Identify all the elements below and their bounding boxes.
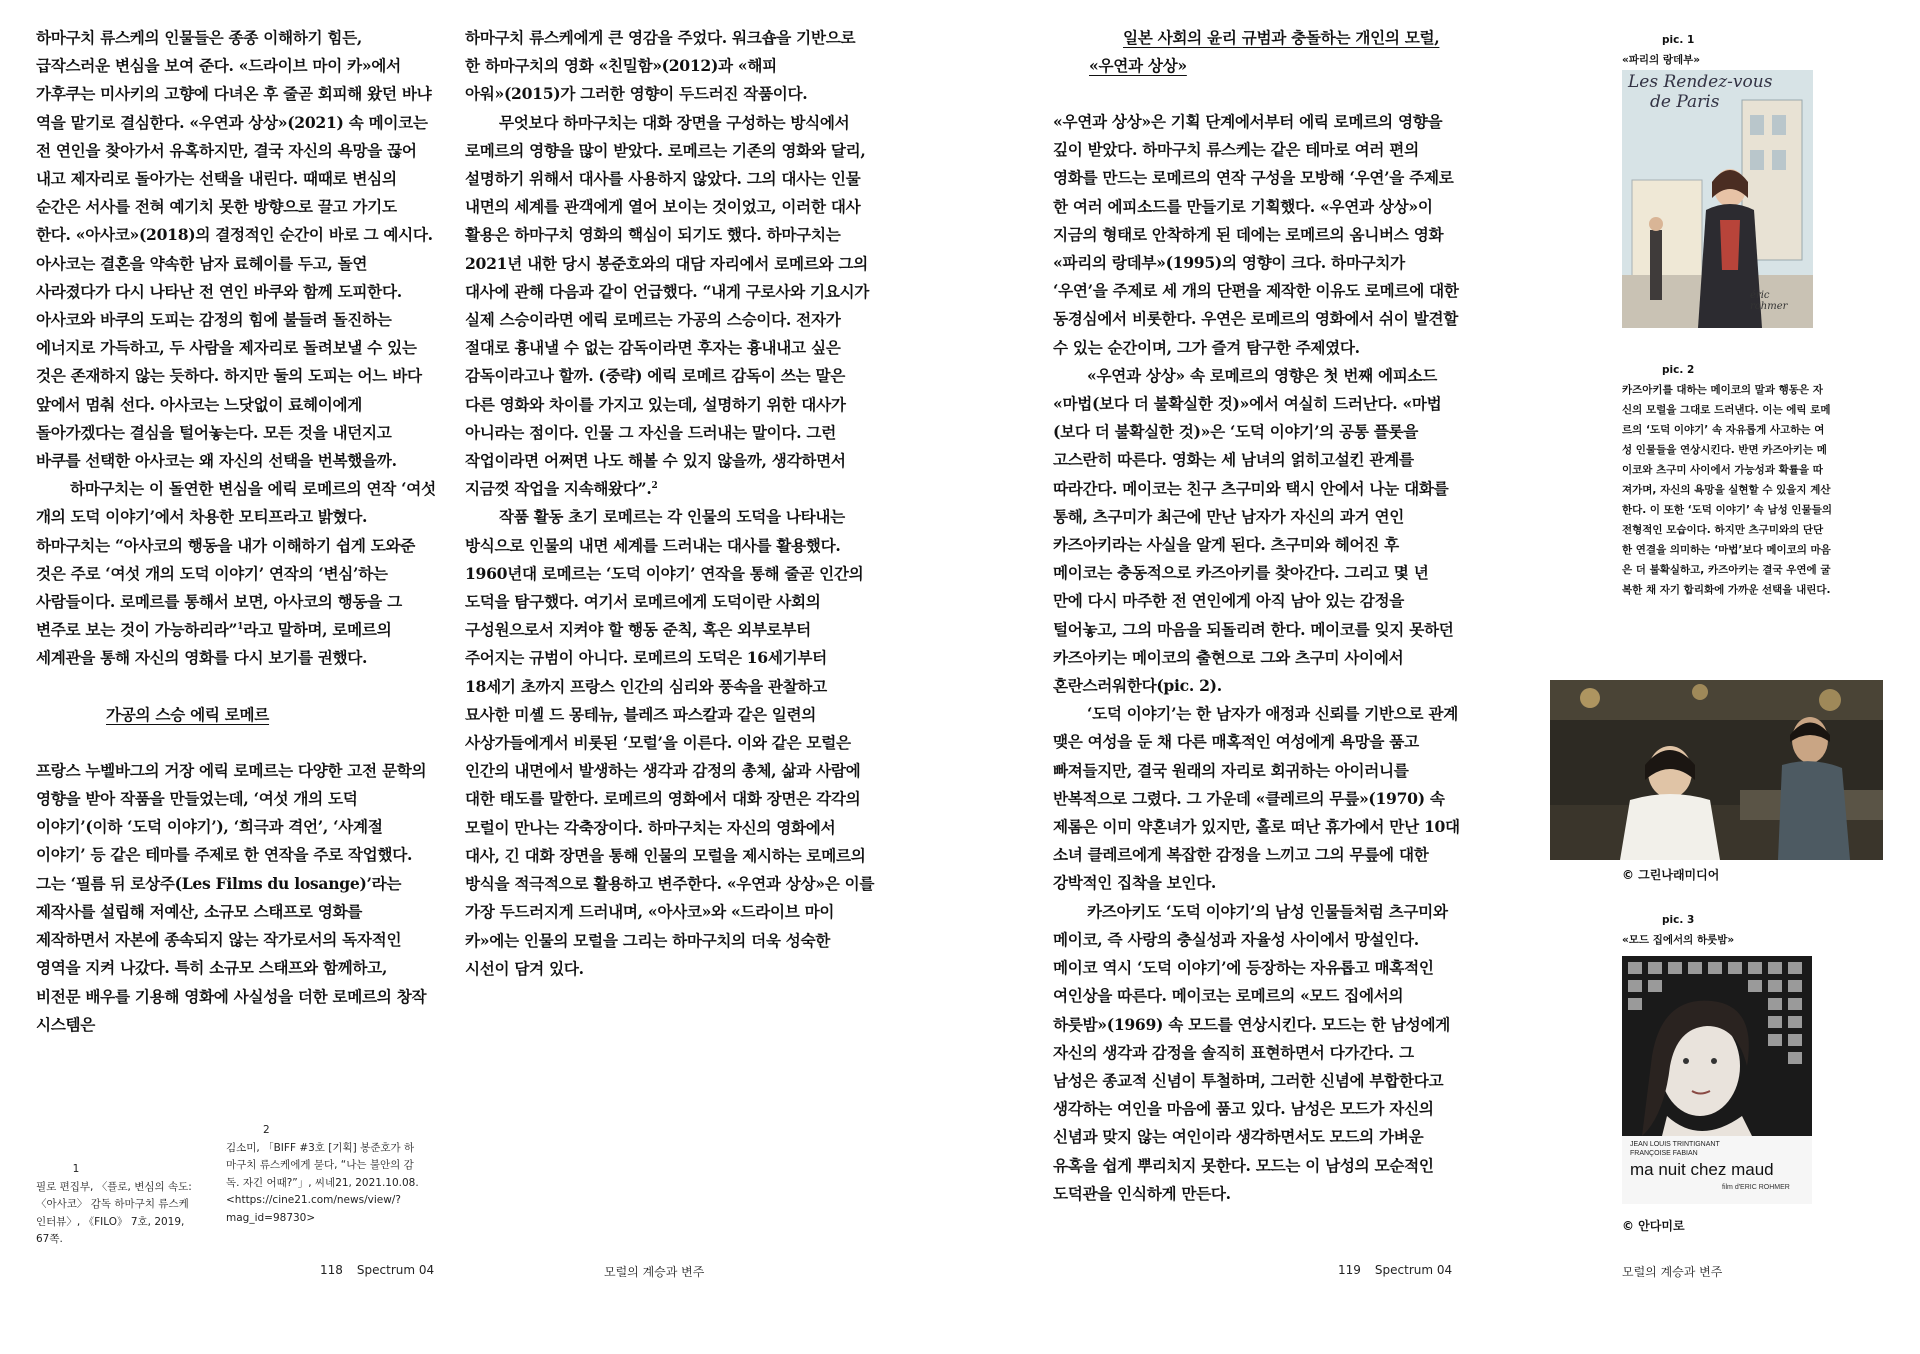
left-page-folio: [320, 1263, 434, 1277]
poster-title-line: de Paris: [1650, 92, 1720, 112]
pic-title: «파리의 랑데부»: [1622, 54, 1701, 66]
poster-cast: [1630, 1140, 1720, 1158]
footnote-ref: 2: [651, 481, 658, 492]
footnote-ref: 1: [237, 622, 244, 633]
poster-title: [1628, 72, 1772, 112]
poster-title-line: Les Rendez-vous: [1628, 72, 1773, 92]
body-paragraph: 프랑스 누벨바그의 거장 에릭 로메르는 다양한 고전 문학의 영향을 받아 작품을 만들었는데, ‘여섯 개의 도덕 이야기’(이하 ‘도덕 이야기’), ‘희극과 격언’, ‘사계절 이야기’ 등 같은 테마를 주제로 한 연작을 주로 작업했다. 그는 ‘필름 뒤 로상주(Les Films du losange)’라는 제작사를 설립해 저예산, 소규모 스태프로 영화를 제작하면서 자본에 종속되지 않는 작가로서의 독자적인 영역을 지켜 나갔다. 특히 소규모 스태프와 함께하고, 비전문 배우를 기용해 영화에 사실성을 더한 로메르의 창작 시스템은: [36, 760, 427, 1034]
body-paragraph: ‘도덕 이야기’는 한 남자가 애정과 신뢰를 기반으로 관계 맺은 여성을 둔 채 다른 매혹적인 여성에게 욕망을 품고 빠져들지만, 결국 원래의 자리로 회귀하는 아이러니를 반복적으로 그렸다. 그 가운데 «클레르의 무릎»(1970) 속 제롬은 이미 약혼녀가 있지만, 홀로 떠난 휴가에서 만난 10대 소녀 클레르에게 복잡한 감정을 느끼고 그의 무릎에 대한 강박적인 집착을 보인다.: [1053, 704, 1460, 893]
magazine-name: Spectrum 04: [356, 1263, 435, 1277]
body-paragraph: 하마구치 류스케에게 큰 영감을 주었다. 워크숍을 기반으로 한 하마구치의 영화 «친밀함»(2012)과 «해피 아워»(2015)가 그러한 영향이 두드러진 작품이다.: [465, 28, 856, 104]
left-page-running-title: 모럴의 계승과 변주: [604, 1265, 705, 1279]
footnote-text: 김소미, 「BIFF #3호 [기획] 봉준호가 하마구치 류스케에게 묻다, “나는 불안의 감독. 자긴 어때?”」, 씨네21, 2021.10.08. <https://cine21.com/news/view/?mag_id=98730>: [226, 1141, 419, 1224]
body-paragraph: [36, 475, 436, 672]
footnote-text: 필로 편집부, 〈플로, 변심의 속도: 〈아사코〉 감독 하마구치 류스케 인터뷰〉, 《FILO》 7호, 2019, 67쪽.: [36, 1180, 192, 1245]
page-number: 119: [1338, 1263, 1361, 1277]
pic2-credit: © 그린나래미디어: [1622, 868, 1720, 882]
left-page-column-1: [36, 24, 436, 1039]
right-page-column: [1053, 24, 1461, 1208]
film-still-photo: [1550, 680, 1883, 860]
pic1-caption: [1622, 30, 1822, 70]
body-text: 무엇보다 하마구치는 대화 장면을 구성하는 방식에서 로메르의 영향을 많이 받았다. 로메르는 기존의 영화와 달리, 설명하기 위해서 대사를 사용하지 않았다. 그의 대사는 인물 내면의 세계를 관객에게 열어 보이는 것이었고, 이러한 대사 활용은 하마구치 영화의 핵심이 되기도 했다. 하마구치는 2021년 내한 당시 봉준호와의 대담 자리에서 로메르와 그의 대사에 관해 다음과 같이 언급했다. “내게 구로사와 기요시가 실제 스승이라면 에릭 로메르는 가공의 스승이다. 전자가 절대로 흉내낼 수 없는 감독이라면 후자는 흉내내고 싶은 감독이라고나 할까. (중략) 에릭 로메르 감독이 쓰는 말은 다른 영화와 차이를 가지고 있는데, 설명하기 위한 대사가 아니라는 점이다. 인물 그 자신을 드러내는 말이다. 그런 작업이라면 어쩌면 나도 해볼 수 있지 않을까, 생각하면서 지금껏 작업을 지속해왔다”.: [465, 112, 870, 499]
body-paragraph: 작품 활동 초기 로메르는 각 인물의 도덕을 나타내는 방식으로 인물의 내면 세계를 드러내는 대사를 활용했다. 1960년대 로메르는 ‘도덕 이야기’ 연작을 통해 줄곧 인간의 도덕을 탐구했다. 여기서 로메르에게 도덕이란 사회의 구성원으로서 지켜야 할 행동 준칙, 혹은 외부로부터 주어지는 규범이 아니다. 로메르의 도덕은 16세기부터 18세기 초까지 프랑스 인간의 심리와 풍속을 관찰하고 묘사한 미셸 드 몽테뉴, 블레즈 파스칼과 같은 일련의 사상가들에게서 비롯된 ‘모럴’을 이른다. 이와 같은 모럴은 인간의 내면에서 발생하는 생각과 감정의 총체, 삶과 사람에 대한 태도를 말한다. 로메르의 영화에서 대화 장면은 각각의 모럴이 만나는 각축장이다. 하마구치는 자신의 영화에서 대사, 긴 대화 장면을 통해 인물의 모럴을 제시하는 로메르의 방식을 적극적으로 활용하고 변주한다. «우연과 상상»은 이를 가장 두드러지게 드러내며, «아사코»와 «드라이브 마이 카»에는 인물의 모럴을 그리는 하마구치의 더욱 성숙한 시선이 담겨 있다.: [465, 507, 875, 978]
poster-title: ma nuit chez maud: [1630, 1160, 1774, 1179]
poster-signature: éric rohmer: [1750, 290, 1788, 312]
pic-number: pic. 2: [1662, 364, 1695, 376]
left-page-column-2: [465, 24, 875, 983]
poster-director: film d'ERIC ROHMER: [1722, 1184, 1790, 1191]
body-paragraph: [465, 109, 875, 504]
body-paragraph: 카즈아키도 ‘도덕 이야기’의 남성 인물들처럼 츠구미와 메이코, 즉 사랑의 충실성과 자율성 사이에서 망설인다. 메이코 역시 ‘도덕 이야기’에 등장하는 자유롭고 매혹적인 여인상을 따른다. 메이코는 로메르의 «모드 집에서의 하룻밤»(1969) 속 모드를 연상시킨다. 모드는 한 남성에게 자신의 생각과 감정을 솔직히 표현하면서 다가간다. 그 남성은 종교적 신념이 투철하며, 그러한 신념에 부합한다고 생각하는 여인을 마음에 품고 있다. 남성은 모드가 자신의 신념과 맞지 않는 여인이라 생각하면서도 모드의 가벼운 유혹을 쉽게 뿌리치지 못한다. 모드는 이 남성의 모순적인 도덕관을 인식하게 만든다.: [1053, 901, 1450, 1203]
body-text: 라고 말하며, 로메르의 세계관을 통해 자신의 영화를 다시 보기를 권했다.: [36, 620, 392, 668]
footnote-number: 1: [72, 1163, 80, 1175]
pic-caption-text: 카즈아키를 대하는 메이코의 말과 행동은 자신의 모럴을 그대로 드러낸다. 이는 에릭 로메르의 ‘도덕 이야기’ 속 자유롭게 사고하는 여성 인물들을 연상시킨다. 반면 카즈아키는 메이코와 츠구미 사이에서 가능성과 확률을 따져가며, 자신의 욕망을 실현할 수 있을지 계산한다. 이 또한 ‘도덕 이야기’ 속 남성 인물들의 전형적인 모습이다. 하지만 츠구미와의 단단한 연결을 의미하는 ‘마법’보다 메이코의 마음은 더 불확실하고, 카즈아키는 결국 우연에 굴복한 채 자기 합리화에 가까운 선택을 내린다.: [1622, 384, 1832, 596]
body-paragraph: «우연과 상상»은 기획 단계에서부터 에릭 로메르의 영향을 깊이 받았다. 하마구치 류스케는 같은 테마로 여러 편의 영화를 만드는 로메르의 연작 구성을 모방해 ‘우연’을 주제로 한 여러 에피소드를 만들기로 기획했다. «우연과 상상»이 지금의 형태로 안착하게 된 데에는 로메르의 옴니버스 영화 «파리의 랑데부»(1995)의 영향이 크다. 하마구치가 ‘우연’을 주제로 세 개의 단편을 제작한 이유도 로메르에 대한 동경심에서 비롯한다. 우연은 로메르의 영화에서 쉬이 발견할 수 있는 순간이며, 그가 즐겨 탐구한 주제였다.: [1053, 112, 1459, 357]
section-heading: 일본 사회의 윤리 규범과 충돌하는 개인의 모럴, «우연과 상상»: [1089, 28, 1440, 75]
poster-cast-line: JEAN LOUIS TRINTIGNANT: [1630, 1141, 1720, 1148]
pic-title: «모드 집에서의 하룻밤»: [1622, 934, 1735, 946]
poster-cast-line: FRANÇOISE FABIAN: [1630, 1150, 1698, 1157]
film-still-illustration: [1550, 680, 1883, 860]
pic3-credit: © 안다미로: [1622, 1219, 1685, 1233]
section-heading: 가공의 스승 에릭 로메르: [106, 704, 270, 724]
pic2-caption: [1622, 360, 1832, 600]
page-number: 118: [320, 1263, 343, 1277]
magazine-name: Spectrum 04: [1374, 1263, 1453, 1277]
pic3-caption: [1622, 910, 1822, 950]
footnote-1: [36, 1161, 196, 1249]
body-text: 하마구치는 이 돌연한 변심을 에릭 로메르의 연작 ‘여섯 개의 도덕 이야기’에서 차용한 모티프라고 밝혔다. 하마구치는 “아사코의 행동을 내가 이해하기 쉽게 도와준 것은 주로 ‘여섯 개의 도덕 이야기’ 연작의 ‘변심’하는 사람들이다. 로메르를 통해서 보면, 아사코의 행동을 그 변주로 보는 것이 가능하리라”: [36, 479, 436, 640]
body-paragraph: «우연과 상상» 속 로메르의 영향은 첫 번째 에피소드 «마법(보다 더 불확실한 것)»에서 여실히 드러난다. «마법(보다 더 불확실한 것)»은 ‘도덕 이야기’의 공통 플롯을 고스란히 따른다. 영화는 세 남녀의 얽히고설킨 관계를 따라간다. 메이코는 친구 츠구미와 택시 안에서 나눈 대화를 통해, 츠구미가 최근에 만난 남자가 자신의 과거 연인 카즈아키라는 사실을 알게 된다. 츠구미와 헤어진 후 메이코는 충동적으로 카즈아키를 찾아간다. 그리고 몇 년 만에 다시 마주한 전 연인에게 아직 남아 있는 감정을 털어놓고, 그의 마음을 되돌리려 한다. 메이코를 잊지 못하던 카즈아키는 메이코의 출현으로 그와 츠구미 사이에서 혼란스러워한다(pic. 2).: [1053, 365, 1454, 696]
footnote-number: 2: [263, 1124, 270, 1136]
poster-ma-nuit-chez-maud: [1622, 956, 1812, 1204]
pic-number: pic. 1: [1662, 34, 1695, 46]
right-page-running-title: 모럴의 계승과 변주: [1622, 1265, 1723, 1279]
footnote-2: [226, 1122, 421, 1227]
poster-les-rendez-vous-de-paris: [1622, 70, 1813, 328]
right-page-folio: [1338, 1263, 1452, 1277]
pic-number: pic. 3: [1662, 914, 1695, 926]
body-paragraph: 하마구치 류스케의 인물들은 종종 이해하기 힘든, 급작스러운 변심을 보여 준다. «드라이브 마이 카»에서 가후쿠는 미사키의 고향에 다녀온 후 줄곧 회피해 왔던 바냐 역을 맡기로 결심한다. «우연과 상상»(2021) 속 메이코는 전 연인을 찾아가서 유혹하지만, 결국 자신의 욕망을 끊어 내고 제자리로 돌아가는 선택을 내린다. 때때로 변심의 순간은 서사를 전혀 예기치 못한 방향으로 끌고 가기도 한다. «아사코»(2018)의 결정적인 순간이 바로 그 예시다. 아사코는 결혼을 약속한 남자 료헤이를 두고, 돌연 사라졌다가 다시 나타난 전 연인 바쿠와 함께 도피한다. 아사코와 바쿠의 도피는 감정의 힘에 불들려 돌진하는 에너지로 가득하고, 두 사람을 제자리로 돌려보낼 수 있는 것은 존재하지 않는 듯하다. 하지만 둘의 도피는 어느 바다 앞에서 멈춰 선다. 아사코는 느닷없이 료헤이에게 돌아가겠다는 결심을 털어놓는다. 모든 것을 내던지고 바쿠를 선택한 아사코는 왜 자신의 선택을 번복했을까.: [36, 28, 433, 471]
